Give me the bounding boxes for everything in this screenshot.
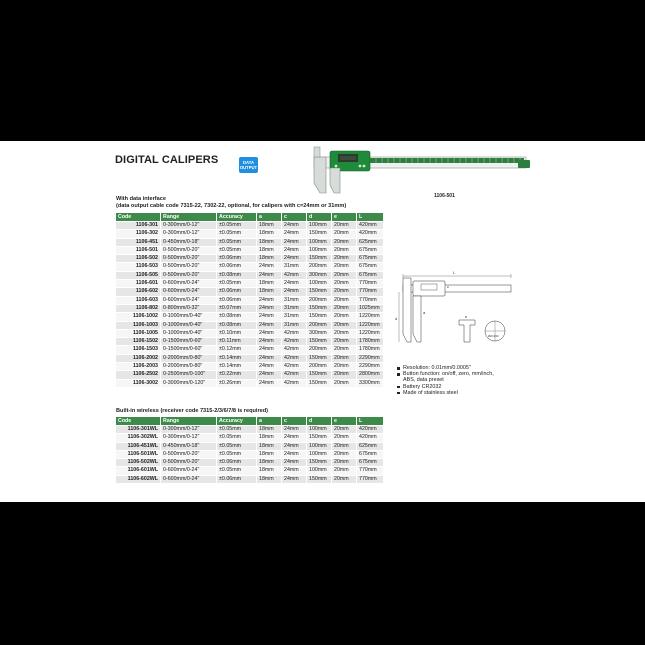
code-cell: 1106-501 — [116, 246, 161, 254]
spec-cell: ±0.11mm — [217, 338, 257, 346]
spec-cell: 18mm — [257, 246, 282, 254]
spec-cell: 100mm — [307, 246, 332, 254]
spec-cell: 0-500mm/0-20" — [161, 255, 217, 263]
spec-cell: ±0.06mm — [217, 288, 257, 296]
spec-cell: 31mm — [282, 313, 307, 321]
digital-caliper-image — [306, 143, 538, 195]
spec-cell: ±0.14mm — [217, 354, 257, 362]
spec-cell: 20mm — [332, 329, 357, 337]
badge-line2: OUTPUT — [239, 165, 258, 170]
spec-cell: 0-500mm/0-20" — [161, 450, 217, 458]
spec-cell: 42mm — [282, 354, 307, 362]
feature-item: Button function: on/off, zero, mm/inch, ABS, data preset — [396, 371, 506, 383]
spec-cell: 20mm — [332, 363, 357, 371]
spec-cell: 150mm — [307, 338, 332, 346]
spec-cell: 1780mm — [357, 346, 384, 354]
table-row — [116, 313, 384, 321]
table-row — [116, 354, 384, 362]
spec-cell: 20mm — [332, 379, 357, 387]
spec-cell: 675mm — [357, 271, 384, 279]
code-cell: 1106-1005 — [116, 329, 161, 337]
spec-cell: 200mm — [307, 363, 332, 371]
spec-cell: 24mm — [282, 230, 307, 238]
spec-cell: 770mm — [357, 475, 384, 483]
table-row — [116, 475, 384, 483]
feature-item: Resolution: 0.01mm/0.0005" — [396, 365, 506, 371]
spec-cell: ±0.08mm — [217, 313, 257, 321]
spec-cell: 42mm — [282, 271, 307, 279]
section2-header — [116, 408, 268, 415]
spec-cell: 200mm — [307, 346, 332, 354]
spec-cell: 150mm — [307, 434, 332, 442]
spec-cell: 24mm — [282, 475, 307, 483]
dim-label-a: a — [423, 310, 426, 315]
spec-cell: 0-800mm/0-32" — [161, 304, 217, 312]
spec-cell: 24mm — [282, 442, 307, 450]
spec-cell: 20mm — [332, 280, 357, 288]
col-header: d — [307, 213, 332, 222]
code-cell: 1106-2502 — [116, 371, 161, 379]
spec-cell: 2800mm — [357, 371, 384, 379]
spec-cell: 0-300mm/0-12" — [161, 230, 217, 238]
spec-cell: 0-450mm/0-18" — [161, 442, 217, 450]
spec-cell: 0-1500mm/0-60" — [161, 338, 217, 346]
data-output-badge — [239, 157, 258, 173]
spec-cell: 100mm — [307, 442, 332, 450]
section2-title: Built-in wireless (receiver code 7315-2/3/6/7/8 is required) — [116, 408, 269, 414]
spec-cell: ±0.05mm — [217, 434, 257, 442]
code-cell: 1106-602 — [116, 288, 161, 296]
spec-cell: 100mm — [307, 450, 332, 458]
spec-cell: 24mm — [257, 304, 282, 312]
table-row — [116, 271, 384, 279]
spec-cell: 150mm — [307, 475, 332, 483]
spec-cell: 20mm — [332, 450, 357, 458]
spec-cell: 770mm — [357, 467, 384, 475]
spec-cell: 625mm — [357, 238, 384, 246]
col-header: a — [257, 417, 282, 426]
spec-cell: 675mm — [357, 246, 384, 254]
spec-cell: ±0.05mm — [217, 442, 257, 450]
spec-cell: ±0.07mm — [217, 304, 257, 312]
spec-cell: 24mm — [257, 354, 282, 362]
col-header: e — [332, 213, 357, 222]
spec-cell: 0-500mm/0-20" — [161, 263, 217, 271]
spec-cell: ±0.08mm — [217, 321, 257, 329]
spec-cell: 24mm — [282, 222, 307, 230]
spec-cell: 0-300mm/0-12" — [161, 222, 217, 230]
spec-cell: 18mm — [257, 475, 282, 483]
spec-cell: ±0.06mm — [217, 459, 257, 467]
feature-item: Made of stainless steel — [396, 390, 506, 396]
spec-cell: 2290mm — [357, 354, 384, 362]
table-row — [116, 321, 384, 329]
code-cell: 1106-802 — [116, 304, 161, 312]
spec-cell: ±0.05mm — [217, 280, 257, 288]
spec-cell: 18mm — [257, 434, 282, 442]
col-header: d — [307, 417, 332, 426]
spec-cell: 0-500mm/0-20" — [161, 246, 217, 254]
spec-cell: 20mm — [332, 467, 357, 475]
spec-cell: 42mm — [282, 346, 307, 354]
spec-cell: ±0.05mm — [217, 238, 257, 246]
catalog-page — [0, 141, 645, 502]
spec-cell: 24mm — [282, 426, 307, 434]
spec-cell: ±0.05mm — [217, 450, 257, 458]
col-header: Accuracy — [217, 417, 257, 426]
spec-cell: 24mm — [282, 467, 307, 475]
table-row — [116, 238, 384, 246]
page-title: DIGITAL CALIPERS — [115, 154, 219, 166]
spec-cell: 100mm — [307, 222, 332, 230]
spec-cell: 20mm — [332, 238, 357, 246]
spec-cell: 0-600mm/0-24" — [161, 467, 217, 475]
spec-cell: 0-600mm/0-24" — [161, 296, 217, 304]
badge-line1: DATA — [242, 160, 254, 165]
spec-cell: 300mm — [307, 329, 332, 337]
spec-cell: 1780mm — [357, 338, 384, 346]
spec-cell: 24mm — [257, 263, 282, 271]
spec-cell: ±0.05mm — [217, 246, 257, 254]
spec-cell: 20mm — [332, 371, 357, 379]
code-cell: 1106-503 — [116, 263, 161, 271]
col-header: c — [282, 417, 307, 426]
section1-header — [116, 196, 346, 209]
spec-cell: 0-2000mm/0-80" — [161, 354, 217, 362]
spec-cell: 150mm — [307, 230, 332, 238]
spec-cell: 0-1500mm/0-60" — [161, 346, 217, 354]
spec-cell: 20mm — [332, 246, 357, 254]
spec-cell: ±0.08mm — [217, 271, 257, 279]
spec-cell: 18mm — [257, 426, 282, 434]
spec-cell: 20mm — [332, 222, 357, 230]
spec-cell: 20mm — [332, 313, 357, 321]
model-label: 1106-501 — [434, 193, 455, 199]
spec-cell: 150mm — [307, 313, 332, 321]
spec-cell: 150mm — [307, 304, 332, 312]
code-cell: 1106-501WL — [116, 450, 161, 458]
spec-cell: 42mm — [282, 338, 307, 346]
spec-cell: 20mm — [332, 338, 357, 346]
spec-cell: 0-1000mm/0-40" — [161, 329, 217, 337]
dim-label-e: e — [465, 314, 468, 319]
code-cell: 1106-3002 — [116, 379, 161, 387]
col-header: Range — [161, 213, 217, 222]
col-header: e — [332, 417, 357, 426]
spec-cell: 24mm — [257, 313, 282, 321]
spec-cell: 0-600mm/0-24" — [161, 280, 217, 288]
spec-cell: 3300mm — [357, 379, 384, 387]
spec-cell: 24mm — [257, 371, 282, 379]
table-row — [116, 329, 384, 337]
spec-cell: 20mm — [332, 346, 357, 354]
spec-cell: 31mm — [282, 321, 307, 329]
col-header: Code — [116, 213, 161, 222]
table-row — [116, 426, 384, 434]
col-header: a — [257, 213, 282, 222]
spec-cell: ±0.05mm — [217, 222, 257, 230]
spec-cell: 20mm — [332, 426, 357, 434]
spec-cell: 31mm — [282, 263, 307, 271]
spec-cell: 24mm — [257, 321, 282, 329]
code-cell: 1106-601 — [116, 280, 161, 288]
code-cell: 1106-1002 — [116, 313, 161, 321]
spec-cell: 20mm — [332, 271, 357, 279]
table-row — [116, 255, 384, 263]
wireless-table — [115, 416, 384, 484]
spec-cell: ±0.14mm — [217, 363, 257, 371]
spec-cell: 31mm — [282, 304, 307, 312]
spec-cell: 24mm — [257, 338, 282, 346]
spec-cell: 18mm — [257, 255, 282, 263]
spec-cell: 20mm — [332, 321, 357, 329]
spec-cell: 100mm — [307, 467, 332, 475]
spec-cell: 150mm — [307, 255, 332, 263]
spec-cell: 42mm — [282, 363, 307, 371]
dim-label-c: c — [447, 284, 449, 289]
data-interface-table — [115, 212, 384, 388]
feature-list — [396, 365, 506, 396]
col-header: Code — [116, 417, 161, 426]
code-cell: 1106-502 — [116, 255, 161, 263]
spec-cell: ±0.22mm — [217, 371, 257, 379]
spec-cell: 24mm — [257, 271, 282, 279]
spec-cell: 100mm — [307, 280, 332, 288]
spec-cell: 2290mm — [357, 363, 384, 371]
dim-label-d: d — [395, 316, 398, 321]
spec-cell: 0-2500mm/0-100" — [161, 371, 217, 379]
spec-cell: 24mm — [282, 280, 307, 288]
spec-cell: 150mm — [307, 371, 332, 379]
spec-cell: 20mm — [332, 354, 357, 362]
table-row — [116, 434, 384, 442]
spec-cell: 0-3000mm/0-120" — [161, 379, 217, 387]
code-cell: 1106-603 — [116, 296, 161, 304]
spec-cell: 420mm — [357, 426, 384, 434]
table-row — [116, 379, 384, 387]
code-cell: 1106-602WL — [116, 475, 161, 483]
code-cell: 1106-301WL — [116, 426, 161, 434]
table-header-row — [116, 417, 384, 426]
spec-cell: ±0.26mm — [217, 379, 257, 387]
spec-cell: 1220mm — [357, 329, 384, 337]
dim-label-size: Ø22 Ø20 — [488, 335, 499, 338]
spec-cell: ±0.06mm — [217, 475, 257, 483]
col-header: Range — [161, 417, 217, 426]
section1-title: With data interface — [116, 196, 166, 202]
spec-cell: 24mm — [282, 459, 307, 467]
spec-cell: 24mm — [282, 255, 307, 263]
spec-cell: 20mm — [332, 288, 357, 296]
spec-cell: 18mm — [257, 280, 282, 288]
table-row — [116, 222, 384, 230]
spec-cell: ±0.06mm — [217, 255, 257, 263]
spec-cell: 150mm — [307, 288, 332, 296]
spec-cell: 420mm — [357, 230, 384, 238]
spec-cell: ±0.06mm — [217, 296, 257, 304]
spec-cell: ±0.06mm — [217, 263, 257, 271]
spec-cell: 420mm — [357, 434, 384, 442]
spec-cell: 24mm — [257, 379, 282, 387]
spec-cell: 150mm — [307, 379, 332, 387]
spec-cell: 24mm — [282, 288, 307, 296]
spec-cell: 420mm — [357, 222, 384, 230]
spec-cell: ±0.12mm — [217, 346, 257, 354]
code-cell: 1106-502WL — [116, 459, 161, 467]
spec-cell: 18mm — [257, 450, 282, 458]
spec-cell: 675mm — [357, 450, 384, 458]
spec-cell: 18mm — [257, 459, 282, 467]
code-cell: 1106-505 — [116, 271, 161, 279]
code-cell: 1106-451WL — [116, 442, 161, 450]
spec-cell: 24mm — [282, 246, 307, 254]
table-row — [116, 442, 384, 450]
spec-cell: 0-300mm/0-12" — [161, 426, 217, 434]
spec-cell: 0-450mm/0-18" — [161, 238, 217, 246]
spec-cell: 20mm — [332, 230, 357, 238]
code-cell: 1106-1003 — [116, 321, 161, 329]
spec-cell: 0-600mm/0-24" — [161, 475, 217, 483]
spec-cell: ±0.05mm — [217, 426, 257, 434]
spec-cell: 24mm — [257, 363, 282, 371]
table-row — [116, 288, 384, 296]
spec-cell: 675mm — [357, 459, 384, 467]
spec-cell: 24mm — [282, 434, 307, 442]
table-row — [116, 280, 384, 288]
spec-cell: 42mm — [282, 371, 307, 379]
spec-cell: 20mm — [332, 263, 357, 271]
spec-cell: 42mm — [282, 379, 307, 387]
table-row — [116, 246, 384, 254]
spec-cell: 675mm — [357, 255, 384, 263]
table-row — [116, 346, 384, 354]
spec-cell: ±0.05mm — [217, 230, 257, 238]
spec-cell: 24mm — [282, 238, 307, 246]
caliper-dimension-drawing — [395, 268, 515, 360]
spec-cell: 200mm — [307, 263, 332, 271]
spec-cell: 18mm — [257, 222, 282, 230]
spec-cell: 675mm — [357, 263, 384, 271]
table-row — [116, 371, 384, 379]
spec-cell: 100mm — [307, 238, 332, 246]
table-row — [116, 230, 384, 238]
spec-cell: 42mm — [282, 329, 307, 337]
col-header: Accuracy — [217, 213, 257, 222]
spec-cell: 200mm — [307, 296, 332, 304]
code-cell: 1106-301 — [116, 222, 161, 230]
spec-cell: 24mm — [257, 296, 282, 304]
spec-cell: 100mm — [307, 426, 332, 434]
code-cell: 1106-451 — [116, 238, 161, 246]
spec-cell: 0-1000mm/0-40" — [161, 321, 217, 329]
spec-cell: 150mm — [307, 354, 332, 362]
col-header: L — [357, 417, 384, 426]
col-header: L — [357, 213, 384, 222]
table-row — [116, 296, 384, 304]
spec-cell: 20mm — [332, 255, 357, 263]
spec-cell: 300mm — [307, 271, 332, 279]
spec-cell: 1220mm — [357, 321, 384, 329]
spec-cell: 18mm — [257, 467, 282, 475]
dim-label-L: L — [453, 270, 456, 275]
spec-cell: 20mm — [332, 296, 357, 304]
spec-cell: 625mm — [357, 442, 384, 450]
spec-cell: 0-500mm/0-20" — [161, 459, 217, 467]
spec-cell: 20mm — [332, 434, 357, 442]
spec-cell: 24mm — [282, 450, 307, 458]
spec-cell: 0-600mm/0-24" — [161, 288, 217, 296]
table-row — [116, 363, 384, 371]
table-row — [116, 304, 384, 312]
code-cell: 1106-601WL — [116, 467, 161, 475]
table-row — [116, 459, 384, 467]
col-header: c — [282, 213, 307, 222]
code-cell: 1106-2003 — [116, 363, 161, 371]
spec-cell: ±0.10mm — [217, 329, 257, 337]
spec-cell: 24mm — [257, 346, 282, 354]
spec-cell: 18mm — [257, 230, 282, 238]
table-row — [116, 467, 384, 475]
spec-cell: 0-500mm/0-20" — [161, 271, 217, 279]
table-row — [116, 338, 384, 346]
spec-cell: 20mm — [332, 304, 357, 312]
spec-cell: 18mm — [257, 238, 282, 246]
spec-cell: 150mm — [307, 459, 332, 467]
spec-cell: 18mm — [257, 442, 282, 450]
code-cell: 1106-302WL — [116, 434, 161, 442]
code-cell: 1106-1502 — [116, 338, 161, 346]
spec-cell: 1025mm — [357, 304, 384, 312]
section1-subtitle: (data output cable code 7315-22, 7302-22, optional, for calipers with c=24mm or 31mm) — [116, 202, 347, 209]
spec-cell: 31mm — [282, 296, 307, 304]
spec-cell: 200mm — [307, 321, 332, 329]
feature-item: Battery CR2032 — [396, 384, 506, 390]
spec-cell: 20mm — [332, 442, 357, 450]
spec-cell: 0-300mm/0-12" — [161, 434, 217, 442]
table-row — [116, 450, 384, 458]
code-cell: 1106-1503 — [116, 346, 161, 354]
spec-cell: ±0.05mm — [217, 467, 257, 475]
spec-cell: 24mm — [257, 329, 282, 337]
spec-cell: 1220mm — [357, 313, 384, 321]
table-header-row — [116, 213, 384, 222]
spec-cell: 0-1000mm/0-40" — [161, 313, 217, 321]
code-cell: 1106-2002 — [116, 354, 161, 362]
spec-cell: 770mm — [357, 296, 384, 304]
spec-cell: 20mm — [332, 475, 357, 483]
spec-cell: 770mm — [357, 280, 384, 288]
table-row — [116, 263, 384, 271]
spec-cell: 770mm — [357, 288, 384, 296]
code-cell: 1106-302 — [116, 230, 161, 238]
spec-cell: 18mm — [257, 288, 282, 296]
spec-cell: 20mm — [332, 459, 357, 467]
spec-cell: 0-2000mm/0-80" — [161, 363, 217, 371]
